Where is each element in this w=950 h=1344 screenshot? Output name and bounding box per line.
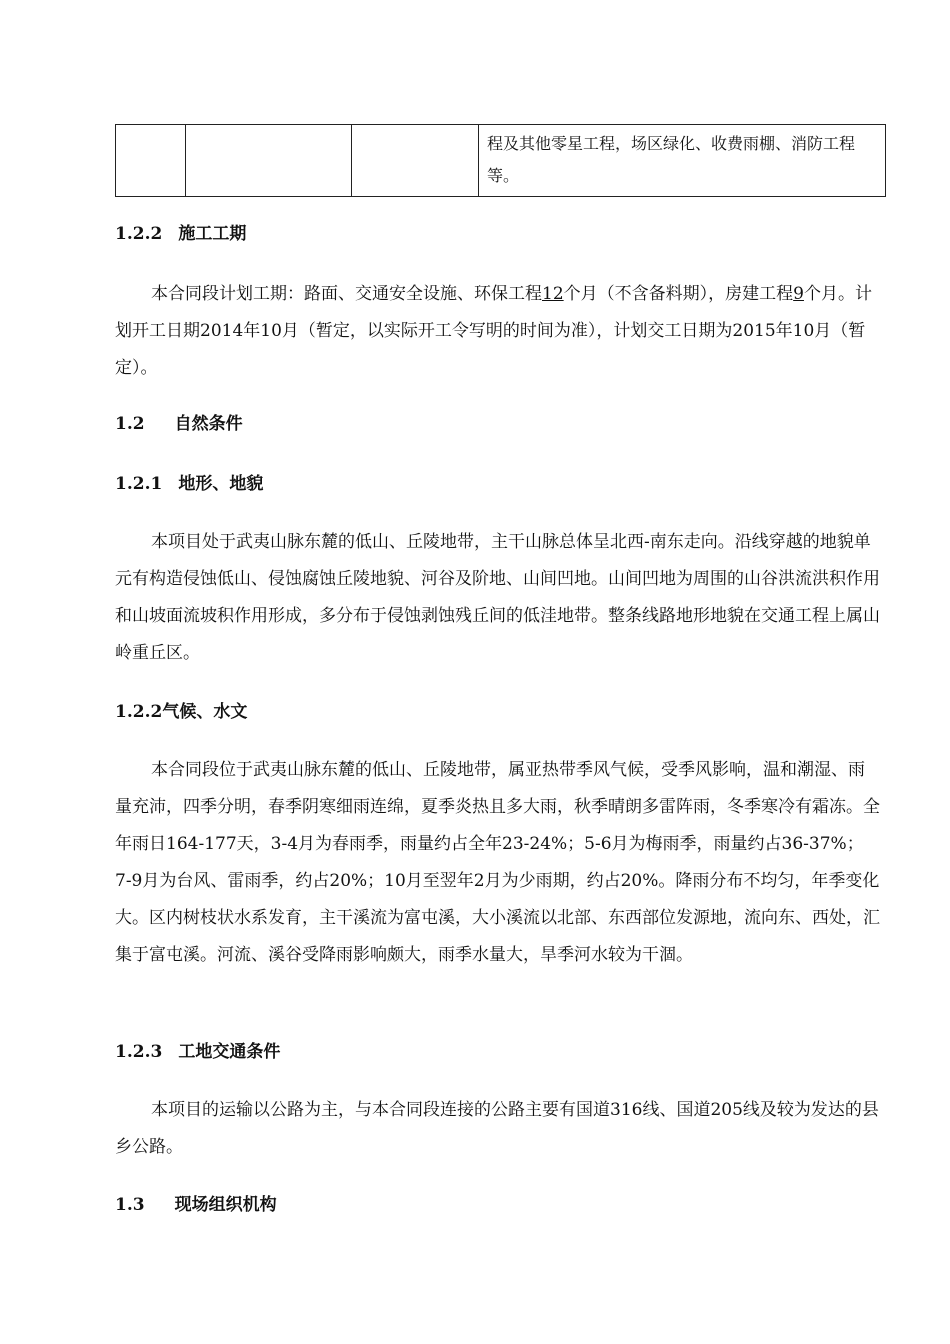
section-number: 1.2.3	[115, 1042, 163, 1062]
paragraph-text: 个月（不含备料期），房建工程	[563, 284, 794, 304]
section-heading-climate	[115, 700, 247, 724]
table-cell	[352, 125, 479, 197]
section-title: 施工工期	[178, 224, 247, 244]
section-title: 气候、水文	[162, 702, 248, 722]
underlined-value: 9	[793, 284, 804, 304]
section-title: 自然条件	[174, 414, 243, 434]
section-title: 地形、地貌	[178, 474, 264, 494]
paragraph-text: 本合同段计划工期：路面、交通安全设施、环保工程	[151, 284, 542, 304]
section-heading-terrain	[115, 472, 263, 496]
section-title: 工地交通条件	[178, 1042, 281, 1062]
section-number: 1.2	[115, 414, 145, 434]
table-cell-line: 等。	[487, 166, 520, 185]
section-number: 1.2.2	[115, 224, 163, 244]
section-number: 1.2.2	[115, 702, 163, 722]
paragraph-climate: 本合同段位于武夷山脉东麓的低山、丘陵地带，属亚热带季风气候，受季风影响，温和潮湿、雨量充沛，四季分明，春季阴寒细雨连绵，夏季炎热且多大雨，秋季晴朗多雷阵雨，冬季寒冷有霜冻。全年雨日164-177天，3-4月为春雨季，雨量约占全年23-24%；5-6月为梅雨季，雨量约占36-37%；7-9月为台风、雷雨季，约占20%；10月至翌年2月为少雨期，约占20%。降雨分布不均匀，年季变化大。区内树枝状水系发育，主干溪流为富屯溪，大小溪流以北部、东西部位发源地，流向东、西处，汇集于富屯溪。河流、溪谷受降雨影响颇大，雨季水量大，旱季河水较为干涸。	[115, 760, 880, 965]
table-row	[116, 125, 886, 197]
section-number: 1.2.1	[115, 474, 163, 494]
paragraph-site-traffic: 本项目的运输以公路为主，与本合同段连接的公路主要有国道316线、国道205线及较为发达的县乡公路。	[115, 1100, 879, 1157]
section-title: 现场组织机构	[174, 1195, 277, 1215]
underlined-value: 12	[542, 284, 564, 304]
section-heading-site-traffic	[115, 1040, 280, 1064]
section-heading-construction-period	[115, 222, 246, 246]
section-number: 1.3	[115, 1195, 145, 1215]
paragraph-terrain: 本项目处于武夷山脉东麓的低山、丘陵地带，主干山脉总体呈北西-南东走向。沿线穿越的地貌单元有构造侵蚀低山、侵蚀腐蚀丘陵地貌、河谷及阶地、山间凹地。山间凹地为周围的山谷洪流洪积作用和山坡面流坡积作用形成，多分布于侵蚀剥蚀残丘间的低洼地带。整条线路地形地貌在交通工程上属山岭重丘区。	[115, 532, 880, 663]
paragraph-text: 个月。计划开工日期2014年10月（暂定，以实际开工令写明的时间为准），计划交工日期为2015年10月（暂定）。	[115, 284, 872, 378]
project-scope-table	[115, 124, 886, 197]
table-cell-scope	[479, 125, 886, 197]
paragraph-construction-period	[115, 276, 880, 387]
section-heading-site-organization	[115, 1193, 277, 1217]
table-cell	[186, 125, 352, 197]
table-cell	[116, 125, 186, 197]
section-heading-natural-conditions	[115, 412, 243, 436]
table-cell-line: 程及其他零星工程，场区绿化、收费雨棚、消防工程	[487, 134, 856, 153]
